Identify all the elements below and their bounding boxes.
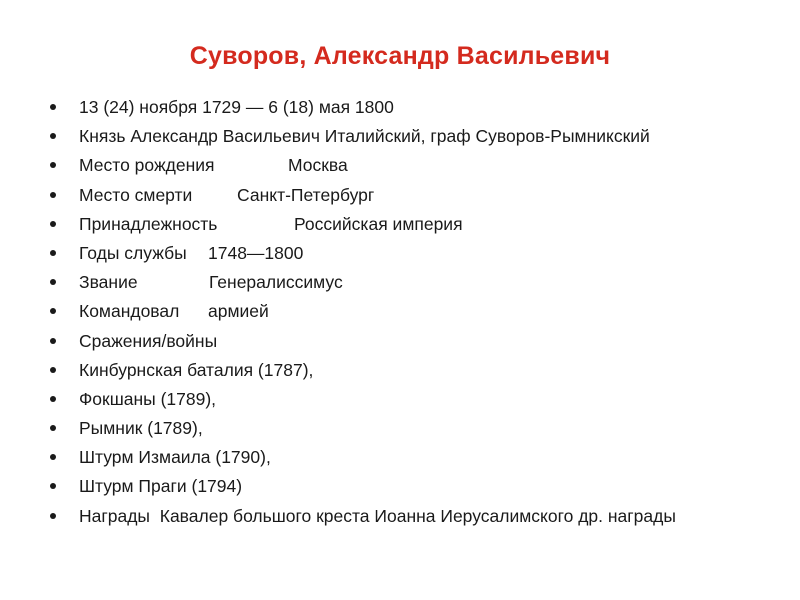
bullet-icon	[50, 308, 56, 314]
list-item-commanded	[50, 300, 750, 322]
bullet-icon	[50, 162, 56, 168]
item-label: Штурм Праги (1794)	[79, 476, 243, 497]
item-value: армией	[208, 301, 269, 322]
list-item-battle-rymnik	[50, 417, 750, 439]
item-label: Годы службы	[79, 242, 187, 263]
item-label: Командовал	[79, 301, 180, 322]
item-value: Санкт-Петербург	[237, 184, 375, 205]
bullet-icon	[50, 338, 56, 344]
list-item-birthplace	[50, 154, 750, 176]
item-label: Рымник (1789),	[79, 418, 203, 439]
item-label: Награды	[79, 505, 151, 526]
item-label: Кинбурнская баталия (1787),	[79, 359, 314, 380]
bullet-list	[50, 96, 750, 534]
list-item-rank	[50, 271, 750, 293]
list-item-battle-focsani	[50, 388, 750, 410]
bullet-icon	[50, 454, 56, 460]
list-item-battle-izmail	[50, 446, 750, 468]
list-item-awards	[50, 505, 719, 527]
item-value: Российская империя	[294, 213, 463, 234]
list-item-battles-heading	[50, 330, 750, 352]
item-value: 1748—1800	[208, 242, 304, 263]
item-label: Звание	[79, 272, 138, 293]
list-item-allegiance	[50, 213, 750, 235]
list-item-service-years	[50, 242, 750, 264]
item-value: Генералиссимус	[209, 272, 343, 293]
item-label: Место смерти	[79, 184, 193, 205]
bullet-icon	[50, 367, 56, 373]
list-item-full-title	[50, 125, 750, 147]
bullet-icon	[50, 133, 56, 139]
bullet-icon	[50, 279, 56, 285]
bullet-icon	[50, 483, 56, 489]
bullet-icon	[50, 513, 56, 519]
bullet-icon	[50, 250, 56, 256]
bullet-icon	[50, 104, 56, 110]
list-item-lifespan	[50, 96, 750, 118]
item-label: Сражения/войны	[79, 330, 218, 351]
bullet-icon	[50, 396, 56, 402]
bullet-icon	[50, 192, 56, 198]
bullet-icon	[50, 425, 56, 431]
item-label: Принадлежность	[79, 213, 218, 234]
item-label: Фокшаны (1789),	[79, 388, 217, 409]
item-value: Кавалер большого креста Иоанна Иерусалимского др. награды	[159, 505, 676, 526]
item-label: Место рождения	[79, 155, 215, 176]
slide-title: Суворов, Александр Васильевич	[189, 42, 611, 70]
bullet-icon	[50, 221, 56, 227]
item-label: 13 (24) ноября 1729 — 6 (18) мая 1800	[79, 97, 394, 117]
item-label: Штурм Измаила (1790),	[79, 447, 271, 468]
item-value: Москва	[288, 155, 348, 176]
list-item-battle-kinburn	[50, 359, 750, 381]
list-item-deathplace	[50, 184, 750, 206]
list-item-battle-praga	[50, 475, 750, 497]
item-label: Князь Александр Васильевич Италийский, граф Суворов-Рымникский	[79, 126, 650, 147]
